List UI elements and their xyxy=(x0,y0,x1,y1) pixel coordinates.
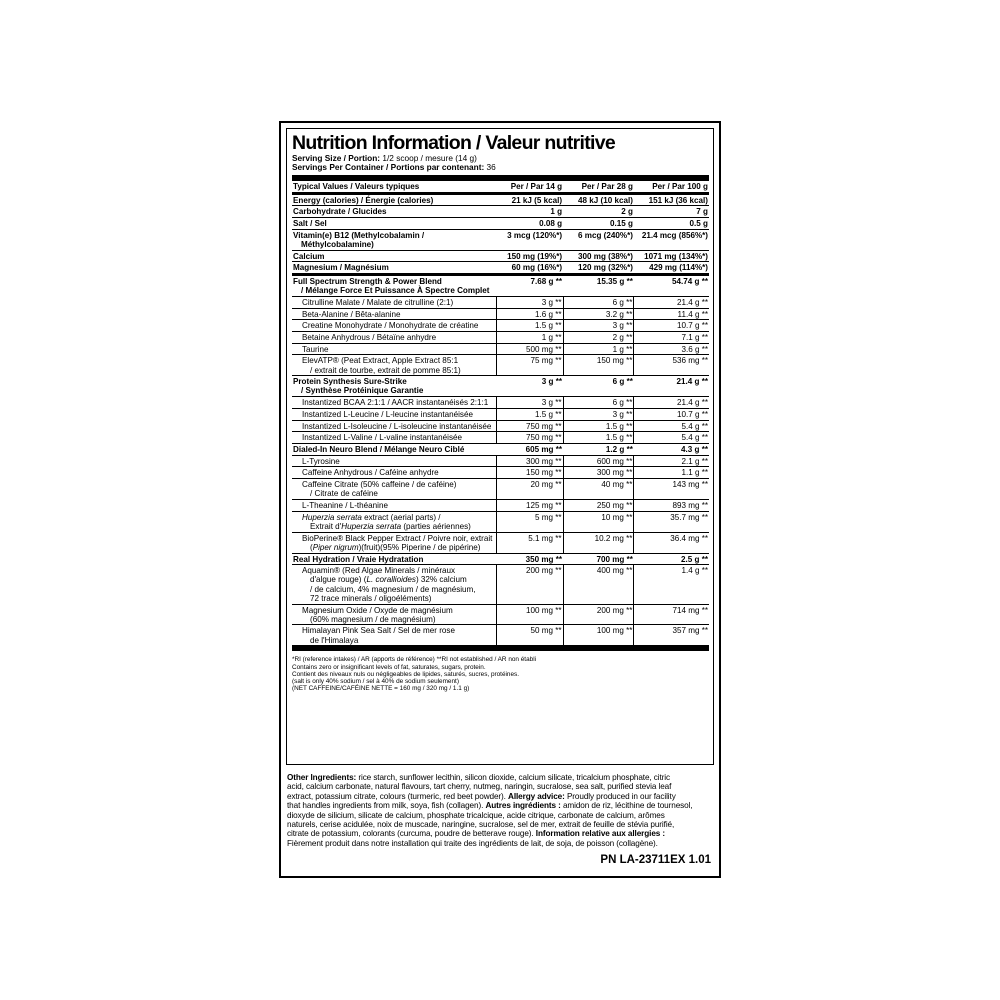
value-per-14g: 21 kJ (5 kcal) xyxy=(496,193,563,206)
value-per-100g: 2.5 g ** xyxy=(634,553,709,565)
nutrient-name: Dialed-In Neuro Blend / Mélange Neuro Ciblé xyxy=(292,443,496,455)
value-per-28g: 3 g ** xyxy=(563,320,634,332)
ingredient-row xyxy=(292,565,709,604)
value-per-14g: 350 mg ** xyxy=(496,553,563,565)
ingredient-row xyxy=(292,343,709,355)
value-per-100g: 11.4 g ** xyxy=(634,308,709,320)
value-per-28g: 150 mg ** xyxy=(563,355,634,376)
value-per-100g: 21.4 g ** xyxy=(634,296,709,308)
value-per-100g: 21.4 mcg (856%*) xyxy=(634,229,709,250)
value-per-100g: 151 kJ (36 kcal) xyxy=(634,193,709,206)
ingredient-row xyxy=(292,455,709,467)
nutrition-panel xyxy=(286,128,714,765)
table-row xyxy=(292,206,709,218)
part-number: PN LA-23711EX 1.01 xyxy=(600,854,711,866)
ingredient-row xyxy=(292,308,709,320)
value-per-14g: 1.6 g ** xyxy=(496,308,563,320)
nutrient-name: BioPerine® Black Pepper Extract / Poivre noir, extrait (Piper nigrum)(fruit)(95% Piperine / de pipérine) xyxy=(292,532,496,553)
column-header: Per / Par 14 g xyxy=(496,181,563,193)
value-per-28g: 10 mg ** xyxy=(563,511,634,532)
value-per-14g: 3 g ** xyxy=(496,397,563,409)
value-per-28g: 40 mg ** xyxy=(563,479,634,500)
value-per-100g: 536 mg ** xyxy=(634,355,709,376)
footnote-line: *RI (reference intakes) / AR (apports de référence) **RI not established / AR non établi xyxy=(292,656,537,664)
value-per-28g: 300 mg ** xyxy=(563,467,634,479)
value-per-14g: 1 g ** xyxy=(496,331,563,343)
ingredients-text xyxy=(287,773,717,848)
ingredients-line: citrate de potassium, colorants (curcuma, poudre de betterave rouge). Information relative aux allergies : xyxy=(287,829,666,839)
value-per-28g: 120 mg (32%*) xyxy=(563,262,634,275)
nutrient-name: Himalayan Pink Sea Salt / Sel de mer rose de l'Himalaya xyxy=(292,625,496,646)
nutrient-name: ElevATP® (Peat Extract, Apple Extract 85:1 / extrait de tourbe, extrait de pomme 85:1) xyxy=(292,355,496,376)
ingredient-row xyxy=(292,420,709,432)
table-row xyxy=(292,229,709,250)
nutrient-name: Creatine Monohydrate / Monohydrate de créatine xyxy=(292,320,496,332)
value-per-28g: 15.35 g ** xyxy=(563,274,634,296)
ingredient-row xyxy=(292,500,709,512)
value-per-28g: 0.15 g xyxy=(563,217,634,229)
value-per-14g: 5.1 mg ** xyxy=(496,532,563,553)
blend-row xyxy=(292,274,709,296)
value-per-14g: 0.08 g xyxy=(496,217,563,229)
value-per-100g: 429 mg (114%*) xyxy=(634,262,709,275)
value-per-28g: 6 g ** xyxy=(563,296,634,308)
value-per-100g: 4.3 g ** xyxy=(634,443,709,455)
value-per-14g: 3 g ** xyxy=(496,376,563,397)
nutrient-name: Calcium xyxy=(292,250,496,262)
ingredient-row xyxy=(292,331,709,343)
column-header: Typical Values / Valeurs typiques xyxy=(292,181,496,193)
ingredients-line: acid, calcium carbonate, natural flavours, tart cherry, nutmeg, naringin, sucralose, sea salt, purified stevia leaf xyxy=(287,782,672,792)
value-per-28g: 3.2 g ** xyxy=(563,308,634,320)
value-per-14g: 150 mg (19%*) xyxy=(496,250,563,262)
blend-row xyxy=(292,553,709,565)
end-divider xyxy=(292,646,709,651)
value-per-28g: 200 mg ** xyxy=(563,604,634,625)
nutrition-label xyxy=(279,121,721,878)
value-per-28g: 300 mg (38%*) xyxy=(563,250,634,262)
table-row xyxy=(292,250,709,262)
nutrient-name: Instantized L-Isoleucine / L-isoleucine instantanéisée xyxy=(292,420,496,432)
value-per-14g: 605 mg ** xyxy=(496,443,563,455)
nutrient-name: Instantized BCAA 2:1:1 / AACR instantanéisés 2:1:1 xyxy=(292,397,496,409)
value-per-14g: 3 mcg (120%*) xyxy=(496,229,563,250)
value-per-100g: 54.74 g ** xyxy=(634,274,709,296)
nutrient-name: Taurine xyxy=(292,343,496,355)
value-per-14g: 150 mg ** xyxy=(496,467,563,479)
nutrient-name: Instantized L-Leucine / L-leucine instantanéisée xyxy=(292,408,496,420)
nutrient-name: Magnesium Oxide / Oxyde de magnésium (60% magnesium / de magnésium) xyxy=(292,604,496,625)
column-header: Per / Par 28 g xyxy=(563,181,634,193)
value-per-100g: 0.5 g xyxy=(634,217,709,229)
value-per-100g: 714 mg ** xyxy=(634,604,709,625)
nutrient-name: Real Hydration / Vraie Hydratation xyxy=(292,553,496,565)
value-per-28g: 2 g xyxy=(563,206,634,218)
ingredient-row xyxy=(292,397,709,409)
nutrient-name: Citrulline Malate / Malate de citrulline (2:1) xyxy=(292,296,496,308)
ingredient-row xyxy=(292,432,709,444)
value-per-14g: 20 mg ** xyxy=(496,479,563,500)
ingredients-line: dioxyde de silicium, silicate de calcium, phosphate tricalcique, acide citrique, carbonate de calcium, arômes xyxy=(287,810,665,820)
nutrient-name: Caffeine Citrate (50% caffeine / de caféine) / Citrate de caféine xyxy=(292,479,496,500)
ingredient-row xyxy=(292,604,709,625)
value-per-28g: 1.2 g ** xyxy=(563,443,634,455)
nutrient-name: Full Spectrum Strength & Power Blend / Mélange Force Et Puissance À Spectre Complet xyxy=(292,274,496,296)
value-per-100g: 3.6 g ** xyxy=(634,343,709,355)
value-per-14g: 60 mg (16%*) xyxy=(496,262,563,275)
value-per-100g: 893 mg ** xyxy=(634,500,709,512)
value-per-100g: 1.4 g ** xyxy=(634,565,709,604)
value-per-28g: 100 mg ** xyxy=(563,625,634,646)
value-per-28g: 1.5 g ** xyxy=(563,420,634,432)
footnote-line: (NET CAFFEINE/CAFÉINE NETTE = 160 mg / 320 mg / 1.1 g) xyxy=(292,685,470,693)
servings-per-container: Servings Per Container / Portions par contenant: 36 xyxy=(292,162,496,173)
footnotes xyxy=(292,656,709,692)
ingredients-line: extract, potassium citrate, colours (turmeric, red beet powder). Allergy advice: Proudly produced in our facility xyxy=(287,791,676,801)
panel-title: Nutrition Information / Valeur nutritive xyxy=(292,132,616,154)
value-per-28g: 6 mcg (240%*) xyxy=(563,229,634,250)
value-per-14g: 750 mg ** xyxy=(496,420,563,432)
value-per-100g: 36.4 mg ** xyxy=(634,532,709,553)
value-per-100g: 357 mg ** xyxy=(634,625,709,646)
nutrient-name: Salt / Sel xyxy=(292,217,496,229)
footnote-line: (salt is only 40% sodium / sel à 40% de sodium seulement) xyxy=(292,677,459,685)
value-per-100g: 1.1 g ** xyxy=(634,467,709,479)
ingredient-row xyxy=(292,625,709,646)
ingredients-line: that handles ingredients from milk, soya, fish (collagen). Autres ingrédients : amidon de riz, lécithine de tournesol, xyxy=(287,801,693,811)
nutrient-name: L-Tyrosine xyxy=(292,455,496,467)
value-per-28g: 3 g ** xyxy=(563,408,634,420)
value-per-28g: 2 g ** xyxy=(563,331,634,343)
value-per-28g: 1 g ** xyxy=(563,343,634,355)
footnote-line: Contains zero or insignificant levels of fat, saturates, sugars, protein. xyxy=(292,663,486,671)
table-row xyxy=(292,193,709,206)
value-per-100g: 2.1 g ** xyxy=(634,455,709,467)
value-per-28g: 1.5 g ** xyxy=(563,432,634,444)
nutrition-table xyxy=(292,181,709,647)
nutrient-name: Huperzia serrata extract (aerial parts) / Extrait d'Huperzia serrata (parties aériennes) xyxy=(292,511,496,532)
nutrient-name: Aquamin® (Red Algae Minerals / minéraux d'algue rouge) (L. corallioides) 32% calcium / de calcium, 4% magnesium / de magnésium, 72 trace minerals / oligoéléments) xyxy=(292,565,496,604)
nutrient-name: Carbohydrate / Glucides xyxy=(292,206,496,218)
ingredients-line: naturels, cerise acidulée, noix de muscade, naringine, sucralose, sel de mer, extrait de feuille de stévia purifié, xyxy=(287,820,675,830)
value-per-14g: 7.68 g ** xyxy=(496,274,563,296)
value-per-100g: 7.1 g ** xyxy=(634,331,709,343)
value-per-14g: 1.5 g ** xyxy=(496,408,563,420)
value-per-100g: 35.7 mg ** xyxy=(634,511,709,532)
value-per-14g: 500 mg ** xyxy=(496,343,563,355)
ingredient-row xyxy=(292,320,709,332)
value-per-100g: 21.4 g ** xyxy=(634,376,709,397)
value-per-14g: 1.5 g ** xyxy=(496,320,563,332)
value-per-100g: 143 mg ** xyxy=(634,479,709,500)
value-per-28g: 600 mg ** xyxy=(563,455,634,467)
value-per-14g: 50 mg ** xyxy=(496,625,563,646)
ingredient-row xyxy=(292,296,709,308)
value-per-14g: 125 mg ** xyxy=(496,500,563,512)
value-per-28g: 250 mg ** xyxy=(563,500,634,512)
blend-row xyxy=(292,376,709,397)
nutrient-name: Magnesium / Magnésium xyxy=(292,262,496,275)
nutrient-name: Vitamin(e) B12 (Methylcobalamin / Méthylcobalamine) xyxy=(292,229,496,250)
table-header xyxy=(292,181,709,193)
footnote-line: Contient des niveaux nuls ou négligeables de lipides, saturés, sucres, protéines. xyxy=(292,670,520,678)
nutrient-name: Instantized L-Valine / L-valine instantanéisée xyxy=(292,432,496,444)
column-header: Per / Par 100 g xyxy=(634,181,709,193)
ingredient-row xyxy=(292,479,709,500)
table-row xyxy=(292,262,709,275)
blend-row xyxy=(292,443,709,455)
ingredient-row xyxy=(292,532,709,553)
value-per-28g: 10.2 mg ** xyxy=(563,532,634,553)
value-per-28g: 6 g ** xyxy=(563,376,634,397)
value-per-28g: 6 g ** xyxy=(563,397,634,409)
value-per-100g: 5.4 g ** xyxy=(634,432,709,444)
value-per-28g: 48 kJ (10 kcal) xyxy=(563,193,634,206)
nutrient-name: Beta-Alanine / Bêta-alanine xyxy=(292,308,496,320)
nutrient-name: Caffeine Anhydrous / Caféine anhydre xyxy=(292,467,496,479)
value-per-28g: 400 mg ** xyxy=(563,565,634,604)
table-row xyxy=(292,217,709,229)
ingredients-line: Fièrement produit dans notre installation qui traite des ingrédients de lait, de soja, de poisson (collagène). xyxy=(287,838,658,848)
value-per-100g: 5.4 g ** xyxy=(634,420,709,432)
value-per-14g: 200 mg ** xyxy=(496,565,563,604)
value-per-100g: 10.7 g ** xyxy=(634,320,709,332)
ingredient-row xyxy=(292,467,709,479)
value-per-100g: 10.7 g ** xyxy=(634,408,709,420)
serving-size: Serving Size / Portion: 1/2 scoop / mesure (14 g) xyxy=(292,153,477,163)
value-per-14g: 300 mg ** xyxy=(496,455,563,467)
ingredient-row xyxy=(292,511,709,532)
value-per-14g: 5 mg ** xyxy=(496,511,563,532)
value-per-100g: 7 g xyxy=(634,206,709,218)
ingredients-line: Other Ingredients: rice starch, sunflower lecithin, silicon dioxide, calcium silicate, tricalcium phosphate, citric xyxy=(287,773,671,782)
value-per-14g: 750 mg ** xyxy=(496,432,563,444)
value-per-28g: 700 mg ** xyxy=(563,553,634,565)
nutrient-name: Betaine Anhydrous / Bétaïne anhydre xyxy=(292,331,496,343)
ingredient-row xyxy=(292,408,709,420)
ingredient-row xyxy=(292,355,709,376)
nutrient-name: Energy (calories) / Énergie (calories) xyxy=(292,193,496,206)
value-per-100g: 1071 mg (134%*) xyxy=(634,250,709,262)
nutrient-name: L-Theanine / L-théanine xyxy=(292,500,496,512)
value-per-100g: 21.4 g ** xyxy=(634,397,709,409)
value-per-14g: 1 g xyxy=(496,206,563,218)
value-per-14g: 3 g ** xyxy=(496,296,563,308)
value-per-14g: 75 mg ** xyxy=(496,355,563,376)
value-per-14g: 100 mg ** xyxy=(496,604,563,625)
nutrient-name: Protein Synthesis Sure-Strike / Synthèse Protéinique Garantie xyxy=(292,376,496,397)
